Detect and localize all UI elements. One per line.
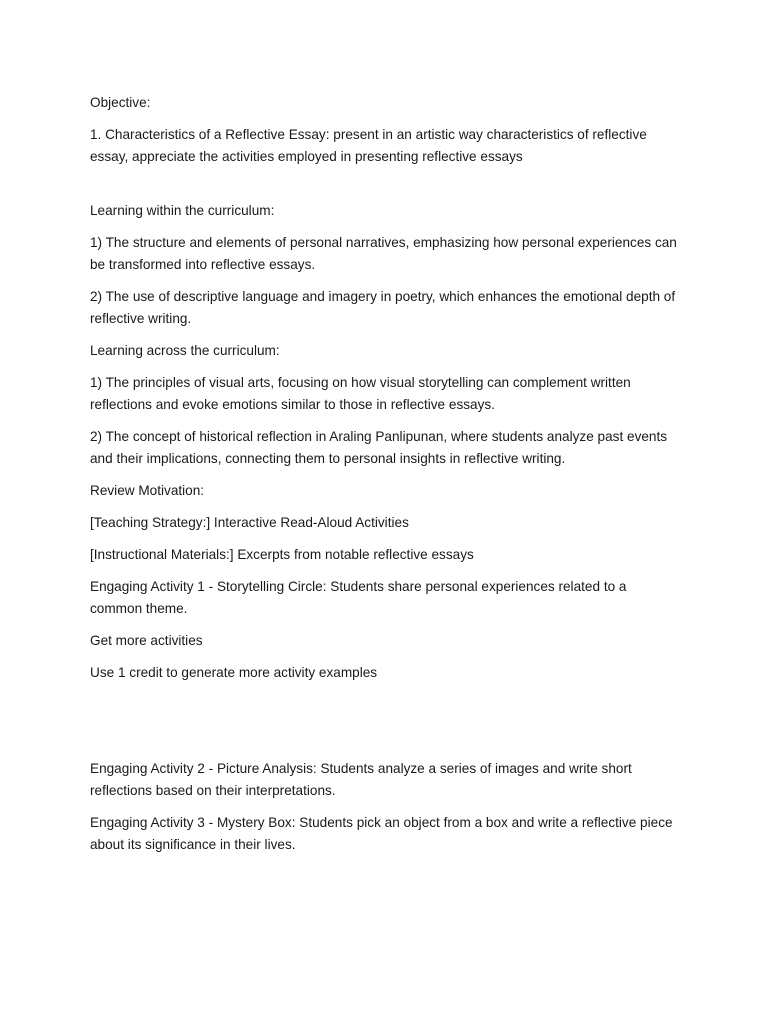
credit-notice: Use 1 credit to generate more activity examples	[90, 665, 378, 680]
learning-within-heading: Learning within the curriculum:	[90, 203, 275, 218]
learning-within-item-1: 1) The structure and elements of personal narratives, emphasizing how personal experiences can be transformed into reflective essays.	[90, 235, 677, 272]
learning-across-item-2: 2) The concept of historical reflection in Araling Panlipunan, where students analyze past events and their implications, connecting them to personal insights in reflective writing.	[90, 429, 668, 466]
teaching-strategy: [Teaching Strategy:] Interactive Read-Aloud Activities	[90, 515, 409, 530]
engaging-activity-2: Engaging Activity 2 - Picture Analysis: Students analyze a series of images and write short reflections based on their interpretations.	[90, 761, 632, 798]
review-motivation-heading: Review Motivation:	[90, 483, 205, 498]
learning-within-item-2: 2) The use of descriptive language and imagery in poetry, which enhances the emotional depth of reflective writing.	[90, 289, 676, 326]
get-more-activities-link[interactable]: Get more activities	[90, 633, 203, 648]
engaging-activity-1: Engaging Activity 1 - Storytelling Circle: Students share personal experiences related to a common theme.	[90, 579, 627, 616]
instructional-materials: [Instructional Materials:] Excerpts from notable reflective essays	[90, 547, 474, 562]
objective-item-1: 1. Characteristics of a Reflective Essay: present in an artistic way characteristics of reflective essay, appreciate the activities employed in presenting reflective essays	[90, 127, 647, 164]
engaging-activity-3: Engaging Activity 3 - Mystery Box: Students pick an object from a box and write a reflective piece about its significance in their lives.	[90, 815, 673, 852]
learning-across-heading: Learning across the curriculum:	[90, 343, 280, 358]
document-body	[90, 92, 682, 866]
learning-across-item-1: 1) The principles of visual arts, focusing on how visual storytelling can complement written reflections and evoke emotions similar to those in reflective essays.	[90, 375, 631, 412]
objective-heading: Objective:	[90, 95, 151, 110]
